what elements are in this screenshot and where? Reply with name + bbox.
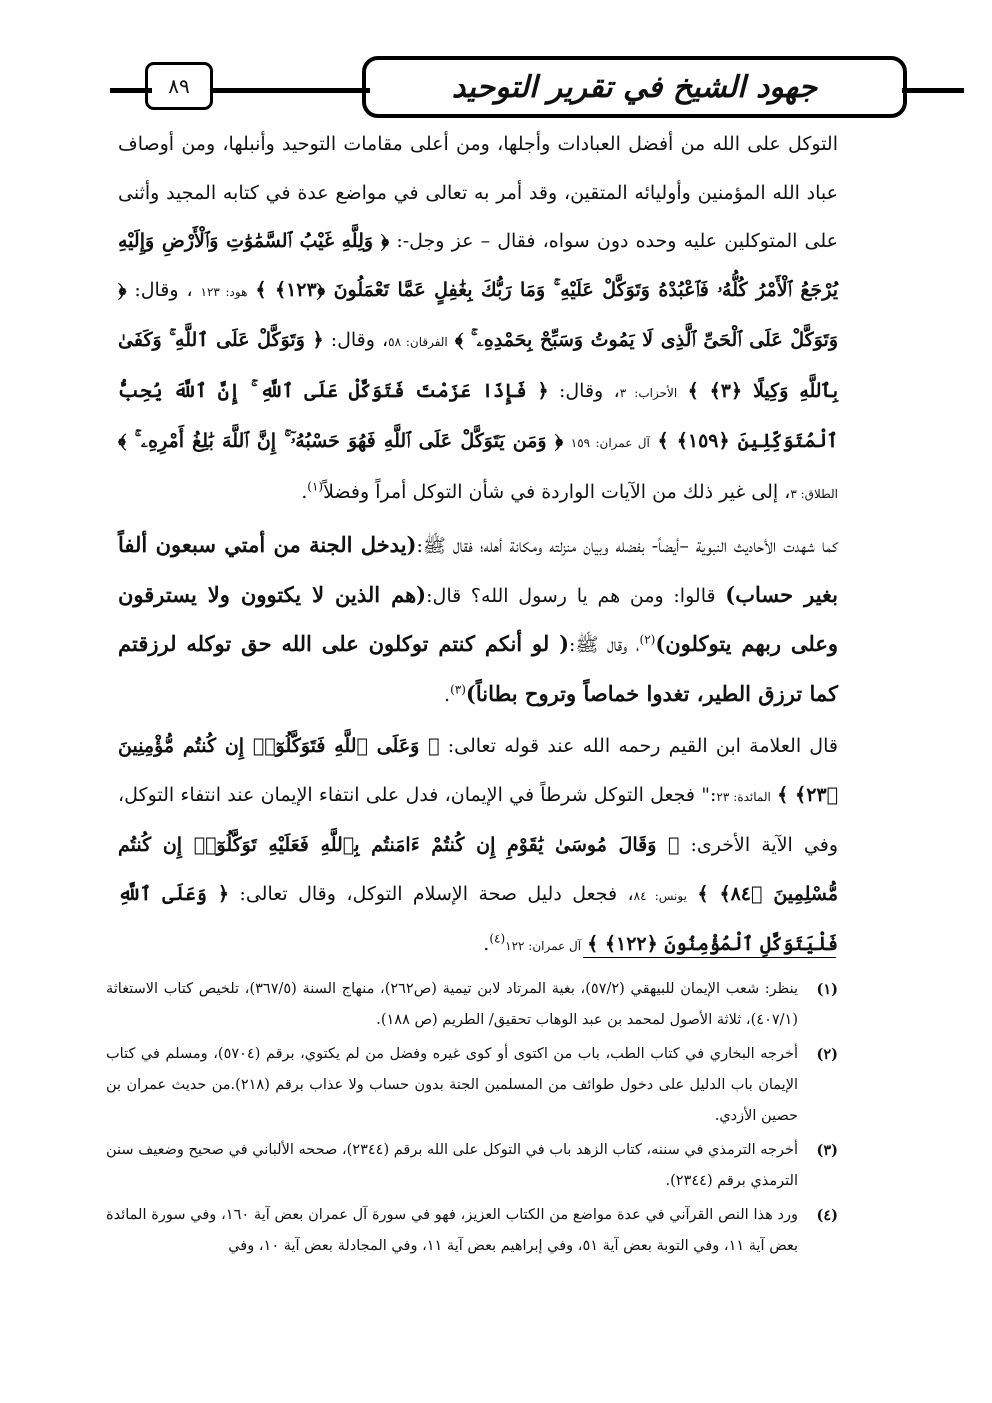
text: ، وقال: bbox=[126, 278, 201, 301]
footnote-item bbox=[106, 1200, 838, 1262]
verse-reference: الطلاق: ٣ bbox=[790, 486, 838, 501]
footnote-text: أخرجه الترمذي في سننه، كتاب الزهد باب في التوكل على الله برقم (٢٣٤٤)، صححه الألباني في صحيح وضعيف سنن الترمذي برقم (٢٣٤٤). bbox=[106, 1142, 798, 1189]
text: ، وقال: bbox=[323, 329, 389, 351]
quran-verse: ﴿ وَتَوَكَّلْ عَلَى ٱللَّهِ ۚ وَكَفَىٰ بِٱللَّهِ وَكِيلًا ﴿٣﴾ ﴾ bbox=[118, 329, 839, 402]
hadith-text: (يدخل الجنة من أمتي سبعون ألفاً بغير حساب) bbox=[118, 532, 839, 607]
hadith-text: ( لو أنكم كنتم توكلون على الله حق توكله لرزقتم كما ترزق الطير، تغدوا خماصاً وتروح بطاناً) bbox=[118, 631, 838, 706]
footnote-text: ينظر: شعب الإيمان للبيهقي (٥٧/٢)، بغية المرتاد لابن تيمية (ص٢٦٢)، منهاج السنة (٣٦٧/٥)، تلخيص كتاب الاستغاثة (٤٠٧/١)، ثلاثة الأصول لمحمد بن عبد الوهاب تحقيق/ الطريم (ص ١٨٨). bbox=[106, 981, 798, 1028]
page-number: ٨٩ bbox=[145, 62, 213, 110]
text: قال العلامة ابن القيم رحمه الله عند قوله تعالى: bbox=[439, 735, 838, 757]
footnote-text: ورد هذا النص القرآني في عدة مواضع من الكتاب العزيز، فهو في سورة آل عمران بعض آية ١٦٠، وفي سورة المائدة بعض آية ١١، وفي التوبة بعض آية ٥١، وفي إبراهيم بعض آية ١١، وفي المجادلة بعض آية ١٠، وفي bbox=[106, 1207, 798, 1254]
text: كما شهدت الأحاديث النبوية –أيضاً- بفضله وبيان منزلته ومكانة أهله؛ فقال ﷺ: bbox=[416, 535, 839, 557]
paragraph-hadith bbox=[118, 521, 838, 719]
quran-verse: ﴿ وَعَلَى ٱللَّهِ فَلْيَتَوَكَّلِ ٱلْمُؤْمِنُونَ ﴿١٢٢﴾ ﴾ bbox=[118, 882, 838, 955]
quran-verse: ﴿ وَمَن يَتَوَكَّلْ عَلَى ٱللَّهِ فَهُوَ حَسْبُهُۥٓ ۚ إِنَّ ٱللَّهَ بَٰلِغُ أَمْرِهِۦ ۚ ﴾ bbox=[118, 430, 564, 452]
main-text bbox=[118, 120, 838, 971]
text: ، إلى غير ذلك من الآيات الواردة في شأن التوكل أمراً وفضلاً bbox=[323, 480, 791, 503]
verse-reference: الأحزاب: ٣ bbox=[619, 385, 678, 400]
verse-reference: آل عمران: ١٢٢ bbox=[505, 939, 582, 953]
verse-reference: هود: ١٢٣ bbox=[200, 284, 248, 299]
footnote-item bbox=[106, 1135, 838, 1197]
footnote-number: (٢) bbox=[816, 1046, 838, 1063]
verse-reference: آل عمران: ١٥٩ bbox=[570, 436, 650, 450]
text: . bbox=[444, 683, 451, 706]
header-rule-middle bbox=[210, 88, 370, 93]
quran-verse: ﴿ وَتَوَكَّلْ عَلَى ٱلْحَىِّ ٱلَّذِى لَا يَمُوتُ وَسَبِّحْ بِحَمْدِهِۦ ۚ ﴾ bbox=[118, 278, 839, 351]
text: ، وقال: bbox=[548, 379, 620, 402]
running-title: جهود الشيخ في تقرير التوحيد bbox=[362, 56, 907, 118]
text: . bbox=[483, 933, 490, 955]
text: التوكل على الله من أفضل العبادات وأجلها، ومن أعلى مقامات التوحيد وأنبلها، ومن أوصاف عباد الله المؤمنين وأوليائه المتقين، وقد أمر به تعالى في مواضع عدة في كتابه المجيد وأثنى على المتوكلين عليه وحده دون سواه، فقال – عز وجل-: bbox=[118, 133, 838, 252]
quran-verse: ﴿ وَقَالَ مُوسَىٰ يَٰقَوْمِ إِن كُنتُمْ ءَامَنتُم بِٱللَّهِ فَعَلَيْهِ تَوَكَّلُوٓا۟ إِن كُنتُم مُّسْلِمِينَ ﴿٨٤﴾ ﴾ bbox=[118, 834, 838, 905]
verse-reference: الفرقان: ٥٨ bbox=[388, 335, 448, 349]
quran-verse: ﴿ فَإِذَا عَزَمْتَ فَتَوَكَّلْ عَلَى ٱللَّهِ ۚ إِنَّ ٱللَّهَ يُحِبُّ ٱلْمُتَوَكِّلِينَ ﴿١٥٩﴾ ﴾ bbox=[118, 379, 838, 452]
paragraph-tawakkul-intro bbox=[118, 120, 838, 518]
footnotes bbox=[106, 974, 838, 1265]
verse-reference: يونس: ٨٤ bbox=[633, 888, 687, 903]
header-rule-right bbox=[902, 88, 964, 93]
footnote-item bbox=[106, 974, 838, 1036]
footnote-number: (٣) bbox=[816, 1142, 838, 1159]
verse-reference: المائدة: ٢٣ bbox=[716, 789, 771, 804]
footnote-separator bbox=[583, 957, 836, 958]
quran-verse: ﴿ وَعَلَى ٱللَّهِ فَتَوَكَّلُوٓا۟ إِن كُنتُم مُّؤْمِنِينَ ﴿٢٣﴾ ﴾ bbox=[118, 735, 839, 806]
hadith-text: (هم الذين لا يكتوون ولا يسترقون وعلى ربهم يتوكلون) bbox=[118, 581, 839, 656]
footnote-marker[interactable]: (٣) bbox=[450, 682, 466, 697]
footnote-number: (٤) bbox=[816, 1207, 838, 1224]
footnote-marker[interactable]: (٢) bbox=[639, 632, 656, 647]
footnote-item bbox=[106, 1039, 838, 1132]
page-header bbox=[0, 0, 992, 140]
quran-verse: ﴿ وَلِلَّهِ غَيْبُ ٱلسَّمَٰوَٰتِ وَٱلْأَرْضِ وَإِلَيْهِ يُرْجَعُ ٱلْأَمْرُ كُلُّهُۥ فَٱعْبُدْهُ وَتَوَكَّلْ عَلَيْهِ ۚ وَمَا رَبُّكَ بِغَٰفِلٍ عَمَّا تَعْمَلُونَ ﴿١٢٣﴾ ﴾ bbox=[118, 230, 838, 301]
text: قالوا: ومن هم يا رسول الله؟ قال: bbox=[426, 584, 726, 607]
footnote-marker[interactable]: (١) bbox=[307, 479, 324, 494]
text: . bbox=[301, 480, 308, 503]
footnote-marker[interactable]: (٤) bbox=[489, 931, 506, 946]
text: ، وقال ﷺ: bbox=[569, 634, 640, 656]
paragraph-ibn-alqayyim bbox=[118, 722, 838, 971]
text: :" فجعل التوكل شرطاً في الإيمان، فدل على انتفاء الإيمان عند انتفاء التوكل، وفي الآية الأخرى: bbox=[118, 783, 838, 856]
footnote-text: أخرجه البخاري في كتاب الطب، باب من اكتوى أو كوى غيره وفضل من لم يكتوي، برقم (٥٧٠٤)، ومسلم في كتاب الإيمان باب الدليل على دخول طوائف من المسلمين الجنة بدون حساب ولا عذاب برقم (٢١٨).من حديث عمران بن حصين الأزدي. bbox=[106, 1046, 799, 1124]
text: ، فجعل دليل صحة الإسلام التوكل، وقال تعالى: bbox=[229, 882, 634, 905]
footnote-number: (١) bbox=[816, 981, 838, 998]
